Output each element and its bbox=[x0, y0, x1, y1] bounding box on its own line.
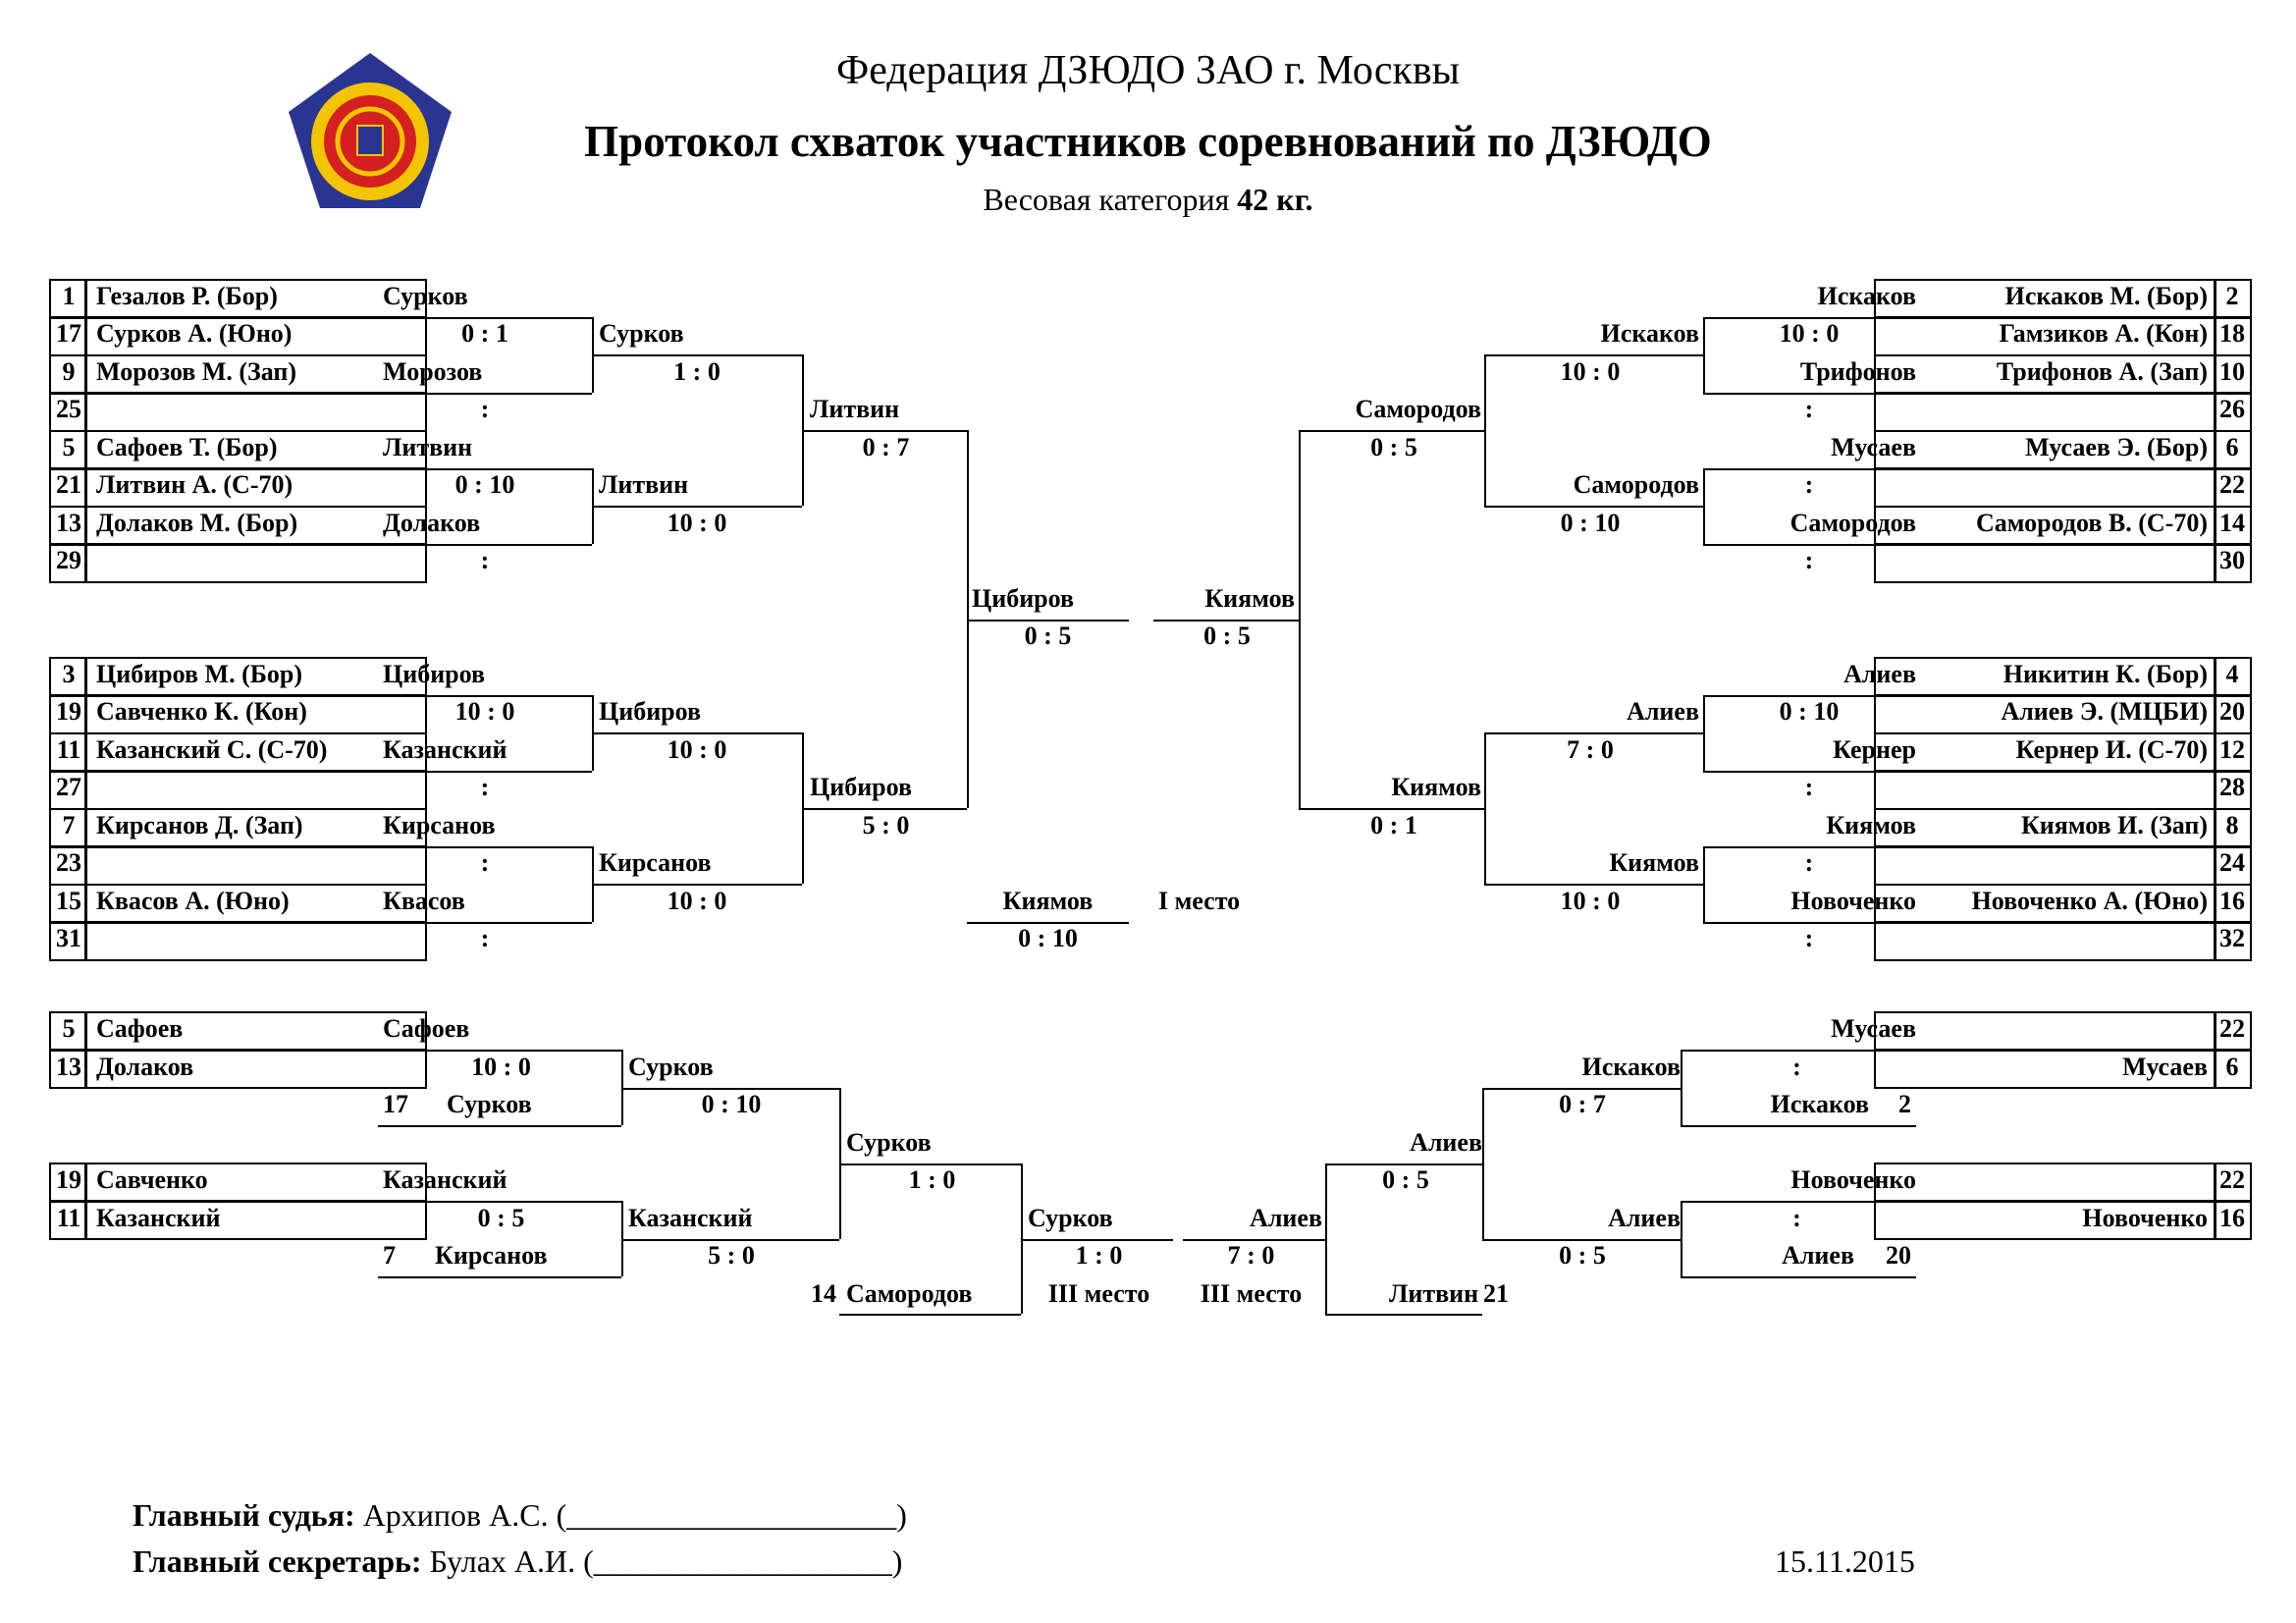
winner-name: Алиев bbox=[1410, 1128, 1482, 1157]
competitor-name: Долаков М. (Бор) bbox=[96, 509, 298, 537]
match-score: : bbox=[480, 546, 490, 574]
match-score: 10 : 0 bbox=[667, 509, 727, 537]
match-score: 0 : 7 bbox=[1559, 1090, 1606, 1118]
entry-number: 7 bbox=[383, 1241, 396, 1270]
entry-number: 6 bbox=[2225, 433, 2239, 461]
competitor-name: Новоченко А. (Юно) bbox=[1971, 887, 2208, 915]
entry-cell bbox=[1874, 468, 2216, 508]
entry-number: 19 bbox=[56, 697, 81, 726]
entry-number: 13 bbox=[56, 1053, 81, 1081]
bracket-line bbox=[802, 808, 967, 810]
entry-number: 7 bbox=[62, 811, 76, 839]
entry-cell bbox=[85, 846, 427, 886]
match-score: 0 : 10 bbox=[454, 470, 515, 499]
entry-number: 11 bbox=[56, 1204, 81, 1232]
winner-name: Сурков bbox=[628, 1053, 714, 1081]
competitor-name: Литвин bbox=[1389, 1279, 1479, 1308]
bronze-score: 1 : 0 bbox=[1075, 1241, 1123, 1270]
match-score: : bbox=[480, 395, 490, 423]
entry-number: 2 bbox=[2225, 282, 2239, 310]
competitor-name: Савченко bbox=[96, 1165, 208, 1194]
winner-name: Алиев bbox=[1843, 660, 1916, 688]
winner-name: Сафоев bbox=[383, 1014, 470, 1043]
entry-number: 4 bbox=[2225, 660, 2239, 688]
semifinal-score-left: 0 : 5 bbox=[1024, 622, 1072, 650]
entry-number: 21 bbox=[56, 470, 81, 499]
winner-name: Кирсанов bbox=[383, 811, 496, 839]
entry-number: 20 bbox=[1886, 1241, 1911, 1270]
entry-number: 22 bbox=[2219, 1014, 2245, 1043]
entry-number: 29 bbox=[56, 546, 81, 574]
competitor-name: Алиев bbox=[1782, 1241, 1854, 1270]
semifinal-winner-left: Цибиров bbox=[972, 584, 1075, 613]
entry-number: 10 bbox=[2219, 357, 2245, 386]
competitor-name: Литвин А. (С-70) bbox=[96, 470, 294, 499]
competitor-name: Гезалов Р. (Бор) bbox=[96, 282, 278, 310]
match-score: 0 : 7 bbox=[862, 433, 910, 461]
federation-logo-icon bbox=[287, 51, 454, 210]
bracket-line bbox=[1484, 354, 1703, 356]
entry-number: 6 bbox=[2225, 1053, 2239, 1081]
winner-name: Сурков bbox=[383, 282, 468, 310]
competitor-name: Кернер И. (С-70) bbox=[2015, 735, 2208, 764]
bracket-line bbox=[378, 1050, 621, 1052]
entry-cell bbox=[1874, 544, 2216, 583]
entry-number: 16 bbox=[2219, 887, 2245, 915]
entry-cell bbox=[1874, 922, 2216, 961]
chief-secretary-name: Булах А.И. (___________________) bbox=[429, 1543, 903, 1579]
competitor-name: Сурков bbox=[447, 1090, 532, 1118]
competitor-name: Казанский bbox=[96, 1204, 221, 1232]
match-score: 0 : 5 bbox=[477, 1204, 525, 1232]
match-score: : bbox=[1804, 773, 1814, 801]
competitor-name: Новоченко bbox=[2082, 1204, 2208, 1232]
entry-number: 19 bbox=[56, 1165, 81, 1194]
bracket-line bbox=[839, 1314, 1021, 1316]
match-score: 0 : 10 bbox=[1779, 697, 1840, 726]
bronze-winner: Сурков bbox=[1028, 1204, 1113, 1232]
bracket-line bbox=[592, 732, 802, 734]
bronze-score: 7 : 0 bbox=[1227, 1241, 1275, 1270]
winner-name: Новоченко bbox=[1790, 1165, 1916, 1194]
match-score: : bbox=[1804, 395, 1814, 423]
entry-number: 5 bbox=[62, 433, 76, 461]
entry-number: 3 bbox=[62, 660, 76, 688]
bracket-line bbox=[1484, 506, 1703, 508]
winner-name: Самородов bbox=[1355, 395, 1481, 423]
bracket-line bbox=[1484, 732, 1486, 884]
entry-number: 14 bbox=[2219, 509, 2245, 537]
entry-number: 23 bbox=[56, 848, 81, 877]
competitor-name: Казанский С. (С-70) bbox=[96, 735, 328, 764]
competitor-name: Никитин К. (Бор) bbox=[2002, 660, 2208, 688]
winner-name: Цибиров bbox=[810, 773, 913, 801]
entry-number: 30 bbox=[2219, 546, 2245, 574]
bracket-line bbox=[1681, 1050, 1916, 1052]
entry-number: 12 bbox=[2219, 735, 2245, 764]
entry-number: 13 bbox=[56, 509, 81, 537]
entry-number: 31 bbox=[56, 924, 81, 952]
third-place-label: III место bbox=[1200, 1279, 1303, 1308]
competitor-name: Долаков bbox=[96, 1053, 194, 1081]
match-score: 0 : 5 bbox=[1370, 433, 1417, 461]
chief-judge-name: Архипов А.С. (_____________________) bbox=[362, 1497, 907, 1533]
competitor-name: Цибиров М. (Бор) bbox=[96, 660, 303, 688]
bracket-line bbox=[802, 430, 967, 432]
winner-name: Алиев bbox=[1627, 697, 1699, 726]
entry-number: 2 bbox=[1898, 1090, 1911, 1118]
match-score: 10 : 0 bbox=[1560, 357, 1621, 386]
entry-cell bbox=[1874, 1011, 2216, 1051]
entry-number: 16 bbox=[2219, 1204, 2245, 1232]
winner-name: Цибиров bbox=[383, 660, 486, 688]
bracket-line bbox=[378, 1276, 621, 1278]
semifinal-score-right: 0 : 5 bbox=[1203, 622, 1251, 650]
competitor-name: Квасов А. (Юно) bbox=[96, 887, 290, 915]
bracket-line bbox=[1299, 808, 1484, 810]
competitor-name: Мусаев Э. (Бор) bbox=[2025, 433, 2208, 461]
competitor-name: Морозов М. (Зап) bbox=[96, 357, 297, 386]
entry-cell bbox=[85, 771, 427, 810]
bronze-winner: Алиев bbox=[1250, 1204, 1322, 1232]
entry-number: 18 bbox=[2219, 319, 2245, 348]
entry-number: 11 bbox=[56, 735, 81, 764]
protocol-date: 15.11.2015 bbox=[1775, 1543, 1915, 1579]
match-score: 10 : 0 bbox=[1560, 887, 1621, 915]
match-score: 1 : 0 bbox=[673, 357, 721, 386]
entry-cell bbox=[1874, 1163, 2216, 1202]
entry-cell bbox=[85, 544, 427, 583]
entry-number: 27 bbox=[56, 773, 81, 801]
match-score: : bbox=[1792, 1053, 1801, 1081]
match-score: 0 : 10 bbox=[701, 1090, 762, 1118]
entry-cell bbox=[1874, 846, 2216, 886]
bracket-line bbox=[1484, 732, 1703, 734]
match-score: 7 : 0 bbox=[1567, 735, 1614, 764]
match-score: 0 : 5 bbox=[1382, 1165, 1429, 1194]
winner-name: Сурков bbox=[846, 1128, 932, 1157]
winner-name: Новоченко bbox=[1790, 887, 1916, 915]
match-score: 10 : 0 bbox=[667, 887, 727, 915]
competitor-name: Кирсанов bbox=[435, 1241, 548, 1270]
match-score: : bbox=[1804, 470, 1814, 499]
competitor-name: Трифонов А. (Зап) bbox=[1996, 357, 2208, 386]
winner-name: Казанский bbox=[628, 1204, 753, 1232]
winner-name: Цибиров bbox=[599, 697, 702, 726]
match-score: 10 : 0 bbox=[1779, 319, 1840, 348]
chief-secretary-label: Главный секретарь: bbox=[133, 1543, 422, 1579]
match-score: 5 : 0 bbox=[862, 811, 910, 839]
entry-cell bbox=[85, 922, 427, 961]
competitor-name: Савченко К. (Кон) bbox=[96, 697, 307, 726]
winner-name: Казанский bbox=[383, 735, 507, 764]
winner-name: Мусаев bbox=[1831, 1014, 1916, 1043]
match-score: 1 : 0 bbox=[908, 1165, 956, 1194]
match-score: : bbox=[480, 924, 490, 952]
chief-secretary bbox=[133, 1543, 902, 1580]
competitor-name: Кирсанов Д. (Зап) bbox=[96, 811, 303, 839]
entry-number: 20 bbox=[2219, 697, 2245, 726]
match-score: 0 : 10 bbox=[1560, 509, 1621, 537]
winner-name: Самородов bbox=[1573, 470, 1699, 499]
winner-name: Сурков bbox=[599, 319, 684, 348]
winner-name: Самородов bbox=[1789, 509, 1916, 537]
chief-judge-label: Главный судья: bbox=[133, 1497, 355, 1533]
competitor-name: Искаков bbox=[1770, 1090, 1869, 1118]
match-score: 0 : 1 bbox=[461, 319, 508, 348]
match-score: 0 : 1 bbox=[1370, 811, 1417, 839]
match-score: 10 : 0 bbox=[471, 1053, 531, 1081]
entry-number: 1 bbox=[62, 282, 76, 310]
logo-emblem bbox=[357, 126, 383, 155]
match-score: : bbox=[480, 848, 490, 877]
winner-name: Искаков bbox=[1817, 282, 1916, 310]
entry-cell bbox=[1874, 771, 2216, 810]
entry-cell bbox=[85, 393, 427, 432]
final-winner: Киямов bbox=[1002, 887, 1094, 915]
match-score: : bbox=[1804, 924, 1814, 952]
match-score: : bbox=[480, 773, 490, 801]
entry-number: 9 bbox=[62, 357, 76, 386]
match-score: : bbox=[1792, 1204, 1801, 1232]
competitor-name: Алиев Э. (МЦБИ) bbox=[2001, 697, 2208, 726]
winner-name: Мусаев bbox=[1831, 433, 1916, 461]
entry-number: 17 bbox=[56, 319, 81, 348]
match-score: 10 : 0 bbox=[454, 697, 515, 726]
competitor-name: Сурков А. (Юно) bbox=[96, 319, 293, 348]
bracket-line bbox=[1299, 430, 1301, 808]
bracket-line bbox=[592, 506, 802, 508]
competitor-name: Мусаев bbox=[2122, 1053, 2208, 1081]
winner-name: Искаков bbox=[1600, 319, 1699, 348]
match-score: 10 : 0 bbox=[667, 735, 727, 764]
bracket-line bbox=[1484, 354, 1486, 506]
winner-name: Киямов bbox=[1391, 773, 1481, 801]
bracket-line bbox=[1681, 1276, 1916, 1278]
weight-label: Весовая категория bbox=[983, 182, 1230, 217]
weight-value: 42 кг. bbox=[1237, 182, 1313, 217]
entry-number: 25 bbox=[56, 395, 81, 423]
entry-number: 26 bbox=[2219, 395, 2245, 423]
winner-name: Кирсанов bbox=[599, 848, 712, 877]
bracket-line bbox=[1299, 430, 1484, 432]
competitor-name: Самородов bbox=[846, 1279, 973, 1308]
bracket-line bbox=[1325, 1314, 1482, 1316]
entry-number: 32 bbox=[2219, 924, 2245, 952]
entry-number: 28 bbox=[2219, 773, 2245, 801]
entry-number: 21 bbox=[1483, 1279, 1509, 1308]
entry-number: 24 bbox=[2219, 848, 2245, 877]
bracket-line bbox=[1681, 1201, 1916, 1203]
entry-number: 22 bbox=[2219, 1165, 2245, 1194]
bracket-line bbox=[592, 884, 802, 886]
federation-title: Федерация ДЗЮДО ЗАО г. Москвы bbox=[836, 48, 1460, 93]
winner-name: Литвин bbox=[383, 433, 473, 461]
competitor-name: Гамзиков А. (Кон) bbox=[1999, 319, 2208, 348]
winner-name: Киямов bbox=[1609, 848, 1699, 877]
entry-number: 22 bbox=[2219, 470, 2245, 499]
winner-name: Искаков bbox=[1581, 1053, 1681, 1081]
competitor-name: Искаков М. (Бор) bbox=[2004, 282, 2208, 310]
competitor-name: Сафоев bbox=[96, 1014, 184, 1043]
winner-name: Кернер bbox=[1833, 735, 1916, 764]
entry-number: 14 bbox=[811, 1279, 836, 1308]
winner-name: Алиев bbox=[1608, 1204, 1681, 1232]
first-place-label: I место bbox=[1158, 887, 1241, 915]
winner-name: Литвин bbox=[599, 470, 689, 499]
winner-name: Казанский bbox=[383, 1165, 507, 1194]
winner-name: Киямов bbox=[1826, 811, 1916, 839]
match-score: 0 : 5 bbox=[1559, 1241, 1606, 1270]
protocol-title: Протокол схваток участников соревнований по ДЗЮДО bbox=[584, 117, 1712, 166]
winner-name: Литвин bbox=[810, 395, 900, 423]
third-place-label: III место bbox=[1047, 1279, 1150, 1308]
chief-judge bbox=[133, 1497, 907, 1534]
final-score: 0 : 10 bbox=[1018, 924, 1078, 952]
winner-name: Квасов bbox=[383, 887, 465, 915]
winner-name: Трифонов bbox=[1799, 357, 1916, 386]
entry-number: 15 bbox=[56, 887, 81, 915]
bracket-line bbox=[378, 1201, 621, 1203]
winner-name: Долаков bbox=[383, 509, 481, 537]
bracket-line bbox=[378, 1125, 621, 1127]
match-score: : bbox=[1804, 546, 1814, 574]
entry-number: 17 bbox=[383, 1090, 408, 1118]
semifinal-winner-right: Киямов bbox=[1204, 584, 1295, 613]
match-score: 5 : 0 bbox=[708, 1241, 755, 1270]
entry-cell bbox=[1874, 393, 2216, 432]
entry-number: 8 bbox=[2225, 811, 2239, 839]
competitor-name: Самородов В. (С-70) bbox=[1976, 509, 2208, 537]
competitor-name: Киямов И. (Зап) bbox=[2020, 811, 2208, 839]
match-score: : bbox=[1804, 848, 1814, 877]
winner-name: Морозов bbox=[383, 357, 483, 386]
bracket-line bbox=[1484, 884, 1703, 886]
competitor-name: Сафоев Т. (Бор) bbox=[96, 433, 278, 461]
bracket-line bbox=[1681, 1125, 1916, 1127]
entry-number: 5 bbox=[62, 1014, 76, 1043]
bracket-line bbox=[592, 354, 802, 356]
